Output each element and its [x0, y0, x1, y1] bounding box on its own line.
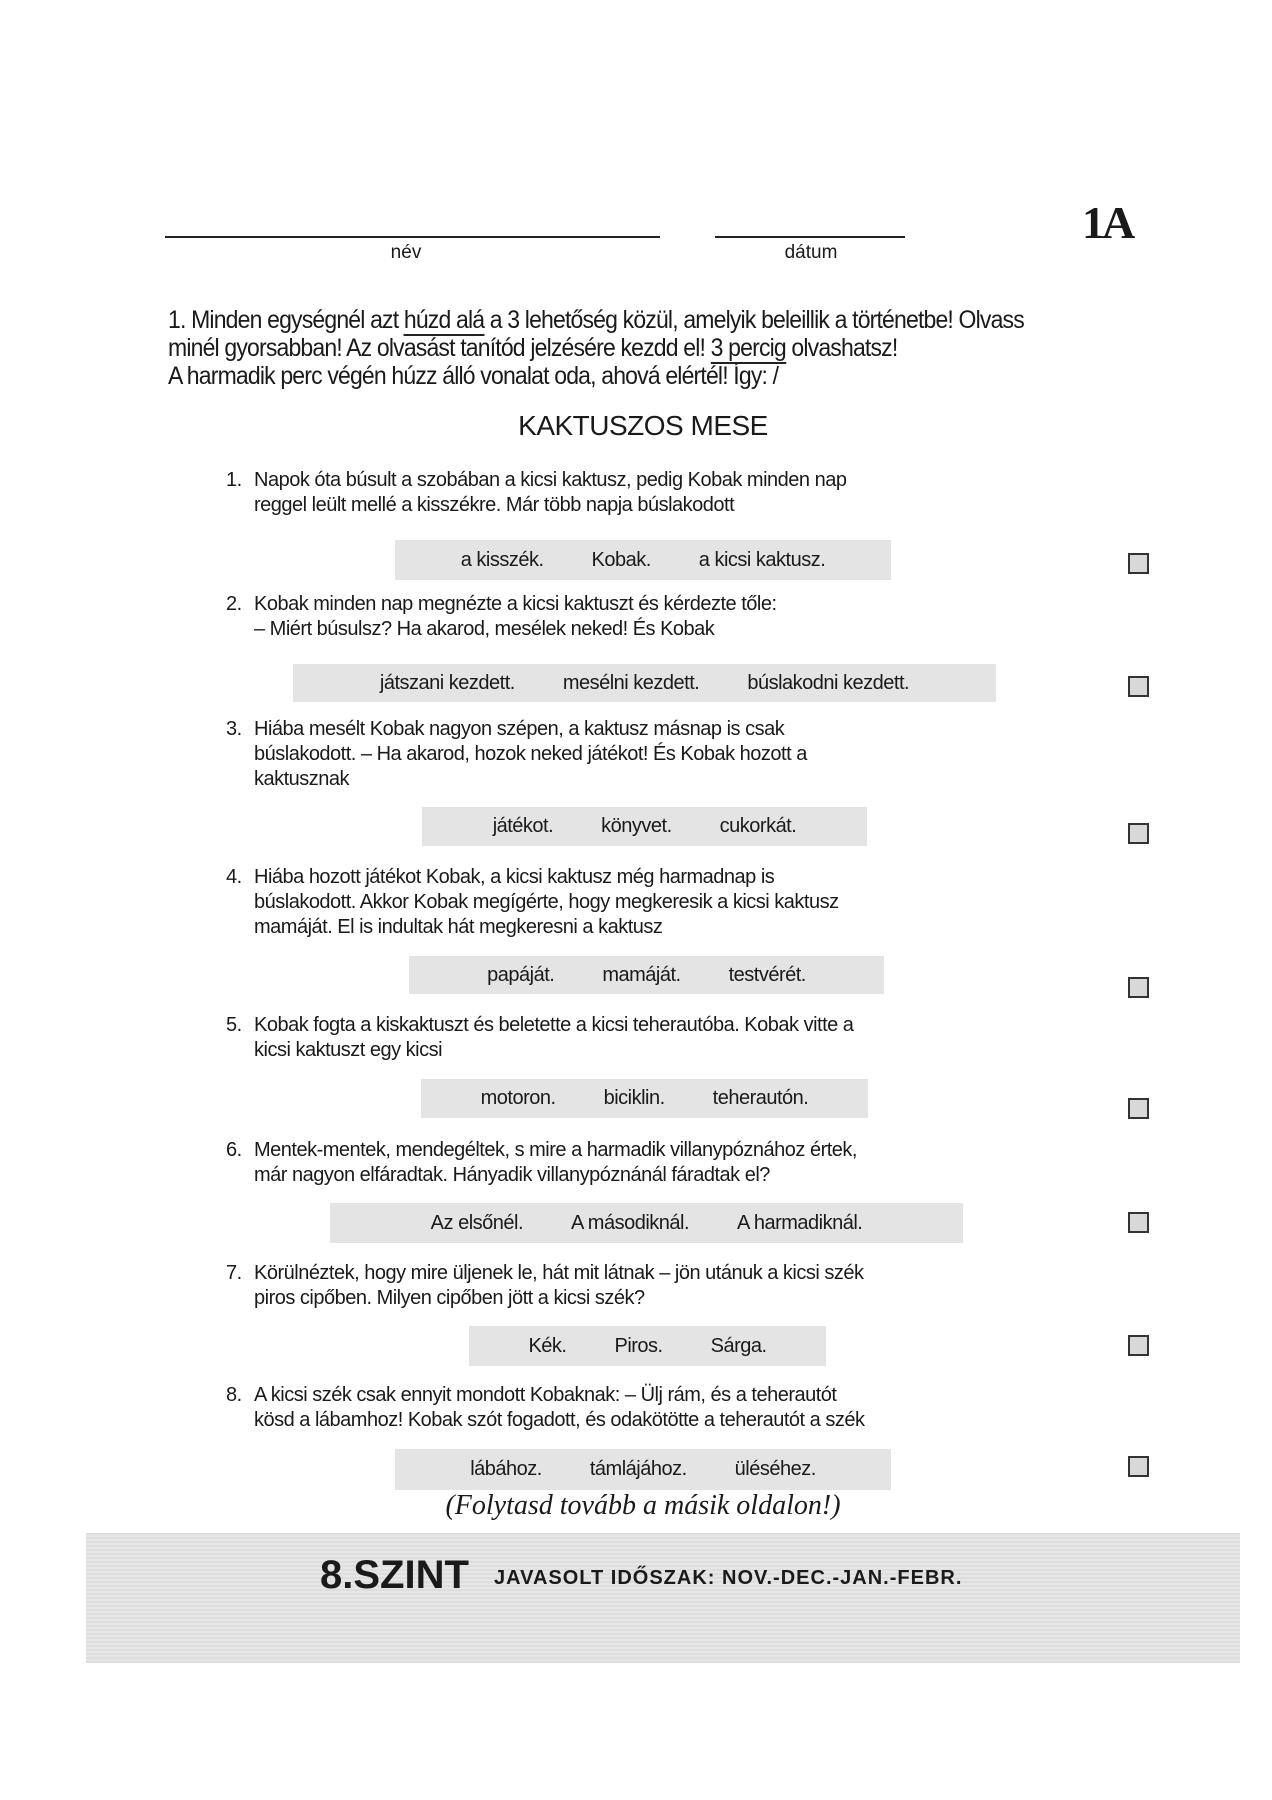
answer-option[interactable]: mesélni kezdett. [562, 671, 700, 694]
score-checkbox[interactable] [1128, 1212, 1149, 1233]
answer-option[interactable]: A másodiknál. [571, 1211, 690, 1234]
option-box [330, 1203, 963, 1243]
item-number: 2. [226, 593, 242, 615]
story-item [226, 468, 954, 518]
story-item [226, 1383, 954, 1433]
story-item [226, 1013, 954, 1063]
story-item [226, 1138, 954, 1188]
score-checkbox[interactable] [1128, 1098, 1149, 1119]
answer-option[interactable]: motoron. [480, 1087, 556, 1109]
answer-option[interactable]: támlájához. [589, 1458, 687, 1480]
sheet-id: 1A [1082, 197, 1133, 248]
answer-option[interactable]: biciklin. [603, 1087, 665, 1109]
instruction-line [168, 362, 778, 391]
option-box [395, 1449, 891, 1490]
item-text: Kobak fogta a kiskaktuszt és beletette a kicsi teherautóba. Kobak vitte a kicsi kaktuszt egy kicsi [254, 1014, 854, 1061]
answer-option[interactable]: a kicsi kaktusz. [698, 548, 826, 571]
score-checkbox[interactable] [1128, 1335, 1149, 1356]
story-item [226, 592, 954, 642]
option-box [395, 540, 891, 580]
score-checkbox[interactable] [1128, 676, 1149, 697]
option-box [469, 1326, 826, 1366]
answer-option[interactable]: mamáját. [602, 963, 681, 986]
item-text: Körülnéztek, hogy mire üljenek le, hát mit látnak – jön utánuk a kicsi szék piros cipőben. Milyen cipőben jött a kicsi szék? [254, 1262, 864, 1309]
story-title: KAKTUSZOS MESE [518, 410, 768, 441]
score-checkbox[interactable] [1128, 977, 1149, 998]
instr-text: minél gyorsabban! Az olvasást tanítód jelzésére kezdd el! [168, 334, 711, 362]
level-label: 8.SZINT [320, 1553, 469, 1597]
item-text: Kobak minden nap megnézte a kicsi kaktuszt és kérdezte tőle: – Miért búsulsz? Ha akarod, mesélek neked! És Kobak [254, 593, 777, 640]
answer-option[interactable]: játékot. [492, 815, 554, 837]
score-checkbox[interactable] [1128, 823, 1149, 844]
item-number: 6. [226, 1139, 242, 1161]
item-number: 8. [226, 1384, 242, 1406]
answer-option[interactable]: teherautón. [712, 1087, 809, 1109]
option-box [422, 807, 867, 846]
answer-option[interactable]: üléséhez. [734, 1458, 816, 1480]
instr-text: olvashatsz! [785, 334, 898, 362]
item-text: Mentek-mentek, mendegéltek, s mire a harmadik villanypóznához értek, már nagyon elfáradtak. Hányadik villanypóznánál fáradtak el? [254, 1139, 857, 1186]
item-number: 3. [226, 718, 242, 740]
instr-underlined: 3 percig [710, 334, 786, 362]
instr-text: 1. Minden egységnél azt [168, 306, 404, 334]
instruction-line [168, 334, 897, 363]
item-text: Napok óta búsult a szobában a kicsi kaktusz, pedig Kobak minden nap reggel leült mellé a kisszékre. Már több napja búslakodott [254, 469, 847, 516]
item-text: Hiába mesélt Kobak nagyon szépen, a kaktusz másnap is csak búslakodott. – Ha akarod, hozok neked játékot! És Kobak hozott a kaktusznak [254, 718, 807, 790]
period-label: JAVASOLT IDŐSZAK: NOV.-DEC.-JAN.-FEBR. [494, 1567, 963, 1589]
option-box [409, 956, 884, 994]
answer-option[interactable]: Az elsőnél. [430, 1211, 524, 1234]
answer-option[interactable]: testvérét. [728, 963, 806, 986]
date-line[interactable] [715, 236, 905, 238]
answer-option[interactable]: könyvet. [601, 815, 672, 837]
item-number: 4. [226, 866, 242, 888]
instr-text: A harmadik perc végén húzz álló vonalat oda, ahová elértél! Így: / [168, 362, 779, 390]
instr-underlined: húzd alá [403, 306, 485, 334]
footer-banner [86, 1533, 1240, 1663]
score-checkbox[interactable] [1128, 553, 1149, 574]
answer-option[interactable]: cukorkát. [719, 815, 797, 837]
item-text: A kicsi szék csak ennyit mondott Kobaknak: – Ülj rám, és a teherautót kösd a lábamhoz! Kobak szót fogadott, és odakötötte a teherautót a szék [254, 1384, 865, 1431]
date-label: dátum [784, 242, 838, 263]
answer-option[interactable]: a kisszék. [460, 548, 544, 571]
item-text: Hiába hozott játékot Kobak, a kicsi kaktusz még harmadnap is búslakodott. Akkor Kobak megígérte, hogy megkeresik a kicsi kaktusz mamáját. El is indultak hát megkeresni a kaktusz [254, 866, 839, 938]
answer-option[interactable]: Piros. [614, 1334, 663, 1357]
story-item [226, 1261, 954, 1311]
story-item [226, 717, 954, 792]
answer-option[interactable]: papáját. [487, 963, 555, 986]
option-box [293, 664, 996, 702]
answer-option[interactable]: búslakodni kezdett. [747, 671, 910, 694]
answer-option[interactable]: Kobak. [591, 548, 651, 571]
answer-option[interactable]: játszani kezdett. [379, 671, 515, 694]
item-number: 1. [226, 469, 242, 491]
continue-note: (Folytasd tovább a másik oldalon!) [445, 1490, 841, 1521]
answer-option[interactable]: A harmadiknál. [737, 1211, 863, 1234]
score-checkbox[interactable] [1128, 1456, 1149, 1477]
name-line[interactable] [165, 236, 660, 238]
item-number: 5. [226, 1014, 242, 1036]
story-item [226, 865, 954, 940]
item-number: 7. [226, 1262, 242, 1284]
answer-option[interactable]: lábához. [470, 1458, 542, 1480]
answer-option[interactable]: Kék. [528, 1334, 567, 1357]
instr-text: a 3 lehetőség közül, amelyik beleillik a történetbe! Olvass [484, 306, 1024, 334]
instruction-line [168, 306, 1024, 335]
name-label: név [390, 242, 422, 263]
option-box [421, 1079, 868, 1118]
answer-option[interactable]: Sárga. [710, 1334, 767, 1357]
